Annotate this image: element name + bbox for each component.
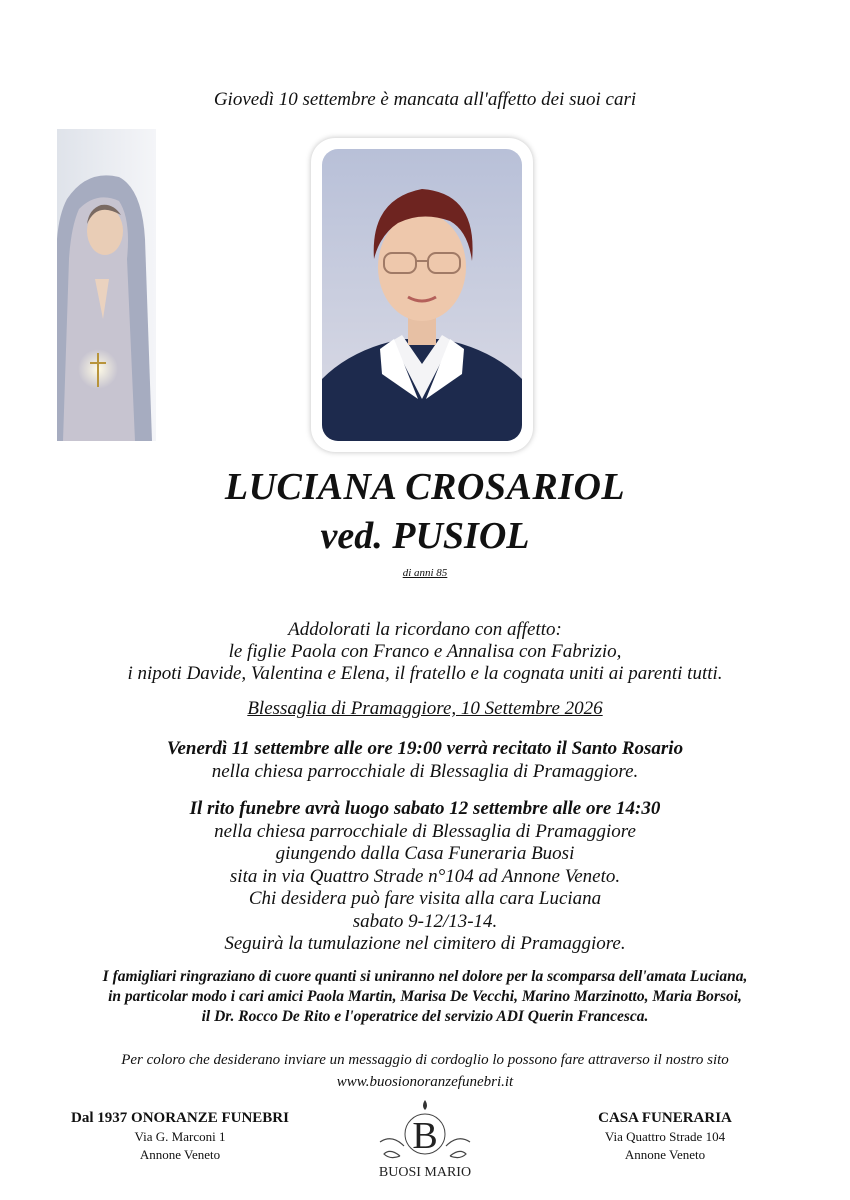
logo-text: BUOSI MARIO bbox=[378, 1165, 472, 1180]
condolence-contact bbox=[0, 1049, 850, 1093]
funeral-line: sita in via Quattro Strade n°104 ad Annone Veneto. bbox=[229, 865, 621, 887]
funeral-title: Il rito funebre avrà luogo sabato 12 settembre alle ore 14:30 bbox=[189, 798, 661, 819]
family-message bbox=[0, 619, 850, 685]
portrait-frame bbox=[311, 138, 533, 452]
place-and-date: Blessaglia di Pramaggiore, 10 Settembre 2026 bbox=[247, 698, 603, 719]
footer-funeral-home bbox=[40, 1108, 320, 1164]
condolence-text: Per coloro che desiderano inviare un messaggio di cordoglio lo possono fare attraverso il nostro sito bbox=[121, 1052, 729, 1068]
footer-right-title: CASA FUNERARIA bbox=[598, 1110, 732, 1126]
funeral-line: nella chiesa parrocchiale di Blessaglia di Pramaggiore bbox=[214, 820, 636, 842]
funeral-line: Chi desidera può fare visita alla cara Luciana bbox=[248, 888, 602, 909]
funeral-line: sabato 9-12/13-14. bbox=[352, 910, 498, 932]
acknowledgements bbox=[0, 967, 850, 1027]
family-message-line: i nipoti Davide, Valentina e Elena, il fratello e la cognata uniti ai parenti tutti. bbox=[127, 663, 723, 684]
footer-funeral-house bbox=[540, 1108, 790, 1164]
deceased-married-name: ved. PUSIOL bbox=[320, 515, 530, 557]
buosi-logo bbox=[370, 1098, 480, 1180]
acknowledgement-line: I famigliari ringraziano di cuore quanti si uniranno nel dolore per la scomparsa dell'amata Luciana, bbox=[102, 968, 748, 985]
funeral-info bbox=[0, 798, 850, 956]
portrait-photo bbox=[322, 149, 522, 441]
footer-left-title: Dal 1937 ONORANZE FUNEBRI bbox=[71, 1110, 289, 1126]
family-message-line: Addolorati la ricordano con affetto: bbox=[288, 619, 562, 640]
deceased-age: di anni 85 bbox=[402, 567, 448, 579]
rosary-title: Venerdì 11 settembre alle ore 19:00 verrà recitato il Santo Rosario bbox=[166, 738, 684, 759]
footer-right-city: Annone Veneto bbox=[624, 1147, 706, 1162]
acknowledgement-line: in particolar modo i cari amici Paola Martin, Marisa De Vecchi, Marino Marzinotto, Maria Borsoi, bbox=[108, 988, 742, 1005]
logo-letter: B bbox=[412, 1115, 438, 1157]
funeral-line: Seguirà la tumulazione nel cimitero di Pramaggiore. bbox=[224, 933, 626, 954]
announcement-intro: Giovedì 10 settembre è mancata all'affetto dei suoi cari bbox=[213, 89, 637, 110]
footer-right-address: Via Quattro Strade 104 bbox=[604, 1129, 726, 1144]
funeral-line: giungendo dalla Casa Funeraria Buosi bbox=[275, 843, 575, 864]
website-link[interactable]: www.buosionoranzefunebri.it bbox=[336, 1074, 514, 1090]
footer-left-city: Annone Veneto bbox=[139, 1147, 221, 1162]
family-message-line: le figlie Paola con Franco e Annalisa con Fabrizio, bbox=[228, 641, 622, 662]
acknowledgement-line: il Dr. Rocco De Rito e l'operatrice del servizio ADI Querin Francesca. bbox=[201, 1008, 649, 1025]
rosary-location: nella chiesa parrocchiale di Blessaglia di Pramaggiore. bbox=[211, 761, 639, 782]
deceased-name: LUCIANA CROSARIOL bbox=[224, 466, 626, 508]
footer-left-address: Via G. Marconi 1 bbox=[134, 1129, 226, 1144]
praying-madonna-image bbox=[57, 129, 156, 441]
